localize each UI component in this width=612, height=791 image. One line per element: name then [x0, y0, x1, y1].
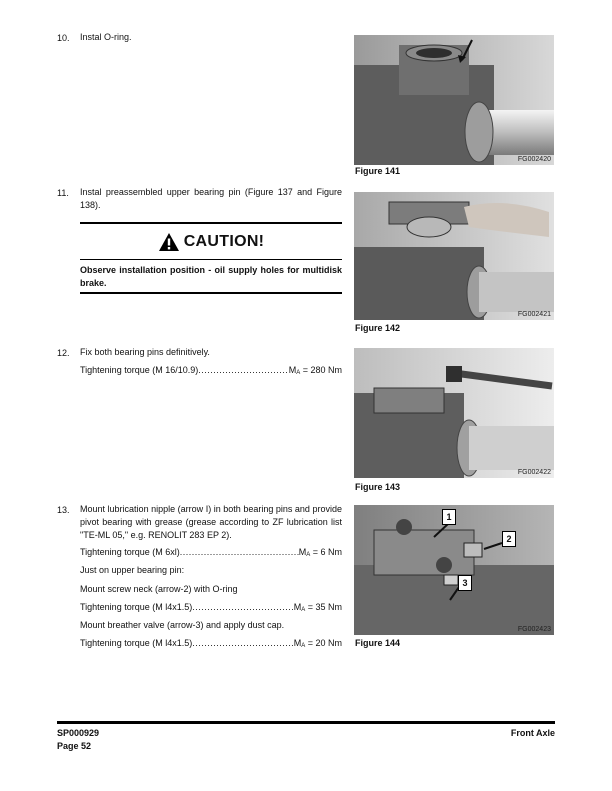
torque-subscript: A: [301, 643, 306, 649]
step-13-note-1: Just on upper bearing pin:: [80, 565, 185, 575]
torque-label: Tightening torque (M 16/10.9): [80, 365, 199, 375]
torque-label: Tightening torque (M l4x1.5): [80, 602, 193, 612]
footer-rule: [57, 721, 555, 724]
callout-3: 3: [458, 575, 472, 591]
step-13-torque-2: [80, 602, 342, 613]
footer-page-number: Page 52: [57, 741, 92, 751]
callout-1: 1: [442, 509, 456, 525]
torque-symbol: M: [298, 547, 307, 557]
step-13-note-3: Mount breather valve (arrow-3) and apply dust cap.: [80, 620, 285, 630]
torque-value: = 35 Nm: [305, 602, 342, 612]
torque-value: = 6 Nm: [310, 547, 342, 557]
torque-symbol: M: [288, 365, 297, 375]
leader-dots: [198, 365, 288, 376]
caution-heading: [80, 228, 342, 256]
figure-141-caption: Figure 141: [355, 166, 401, 176]
torque-symbol: M: [293, 602, 302, 612]
torque-label: Tightening torque (M l4x1.5): [80, 638, 193, 648]
figure-144-photo: [354, 505, 554, 635]
torque-symbol: M: [293, 638, 302, 648]
caution-text: Observe installation position - oil supply holes for multidisk brake.: [80, 265, 342, 288]
footer-section: Front Axle: [510, 728, 555, 738]
figure-code: FG002420: [517, 156, 551, 163]
torque-subscript: A: [306, 552, 311, 558]
leader-dots: [180, 547, 299, 558]
figure-143-caption: Figure 143: [355, 482, 401, 492]
caution-top-rule: [80, 222, 342, 224]
figure-141-photo: [354, 35, 554, 165]
step-10-number: 10.: [57, 33, 70, 43]
figure-142-caption: Figure 142: [355, 323, 401, 333]
caution-title: CAUTION!: [183, 233, 265, 250]
figure-code: FG002422: [517, 469, 551, 476]
caution-mid-rule: [80, 259, 342, 260]
step-10-text: Instal O-ring.: [80, 32, 132, 42]
figure-144-caption: Figure 144: [355, 638, 401, 648]
warning-icon: [158, 232, 180, 252]
step-12-torque: [80, 365, 342, 376]
torque-value: = 280 Nm: [300, 365, 342, 375]
step-13-text: Mount lubrication nipple (arrow I) in both bearing pins and provide pivot bearing with grease (grease according to ZF lubrication list "TE-ML 05," e.g. RENOLIT 283 EP 2).: [80, 504, 342, 540]
leader-dots: [192, 638, 293, 649]
torque-value: = 20 Nm: [305, 638, 342, 648]
figure-code: FG002423: [517, 626, 551, 633]
callout-2: 2: [502, 531, 516, 547]
figure-143-photo: [354, 348, 554, 478]
step-11-text: Instal preassembled upper bearing pin (Figure 137 and Figure 138).: [80, 187, 342, 210]
caution-bottom-rule: [80, 292, 342, 294]
torque-subscript: A: [296, 370, 301, 376]
step-13-torque-1: [80, 547, 342, 558]
figure-142-photo: [354, 192, 554, 320]
step-13-note-2: Mount screw neck (arrow-2) with O-ring: [80, 584, 238, 594]
step-11-number: 11.: [57, 188, 69, 198]
figure-code: FG002421: [517, 311, 551, 318]
torque-label: Tightening torque (M 6xl): [80, 547, 180, 557]
footer-doc-number: SP000929: [57, 728, 100, 738]
step-13-torque-3: [80, 638, 342, 649]
leader-dots: [192, 602, 293, 613]
step-12-number: 12.: [57, 348, 70, 358]
torque-subscript: A: [301, 607, 306, 613]
step-12-text: Fix both bearing pins definitively.: [80, 347, 210, 357]
step-13-number: 13.: [57, 505, 70, 515]
